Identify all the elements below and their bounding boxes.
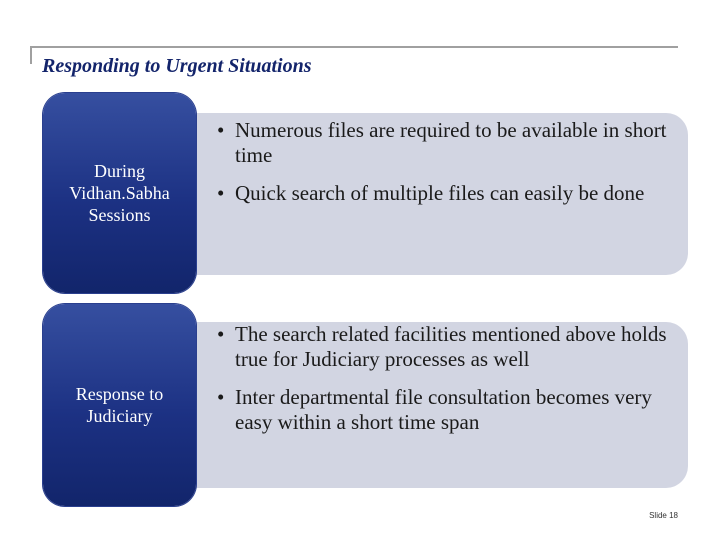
bullet-glyph: • (217, 385, 225, 409)
slide-title: Responding to Urgent Situations (42, 55, 312, 77)
bullet-glyph: • (217, 181, 225, 205)
bullet-text: Inter departmental file consultation becomes very easy within a short time span (235, 385, 652, 434)
row-vidhan-sabha (0, 93, 720, 293)
slide-number: Slide 18 (649, 511, 678, 520)
category-label: Response to Judiciary (75, 384, 164, 426)
title-frame-line-top (30, 46, 678, 48)
category-box (43, 304, 196, 506)
row-judiciary (0, 304, 720, 506)
category-box (43, 93, 196, 293)
bullet-glyph: • (217, 118, 225, 142)
bullet-list (217, 322, 678, 448)
bullet-item (217, 385, 678, 435)
bullet-list (217, 118, 678, 219)
bullet-text: Numerous files are required to be available in short time (235, 118, 667, 167)
category-label: During Vidhan.Sabha Sessions (69, 161, 170, 225)
bullet-item (217, 322, 678, 372)
bullet-text: Quick search of multiple files can easily be done (235, 181, 645, 205)
bullet-glyph: • (217, 322, 225, 346)
bullet-item (217, 181, 678, 206)
bullet-text: The search related facilities mentioned above holds true for Judiciary processes as well (235, 322, 667, 371)
title-frame-line-left (30, 46, 32, 64)
bullet-item (217, 118, 678, 168)
